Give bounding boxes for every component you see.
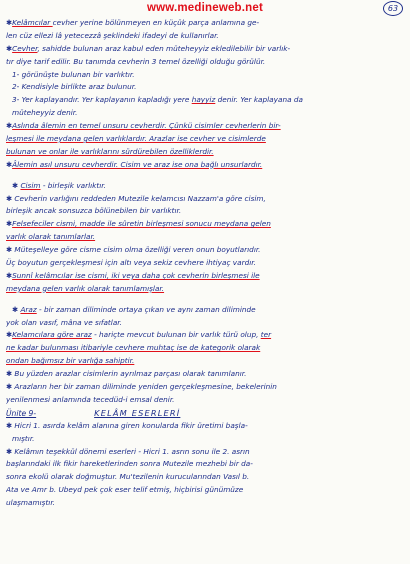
note-line <box>6 56 404 69</box>
note-text: ✱ <box>6 121 13 131</box>
note-text: tır diye tarif edilir. Bu tanımda cevherin 3 temel özelliği olduğu görülür. <box>6 56 266 66</box>
highlighted-text: Cevher <box>12 43 38 53</box>
note-text: ✱ <box>12 180 21 190</box>
note-line <box>6 304 404 317</box>
note-line <box>6 329 404 342</box>
note-text: - birleşik varlıktır. <box>40 180 106 190</box>
line-gap <box>6 296 404 304</box>
section-title: KELÂM ESERLERİ <box>94 407 181 418</box>
highlighted-text: Kelamcılara göre araz <box>12 330 92 340</box>
highlighted-text: ondan bağımsız bir varlığa sahiptir. <box>6 356 135 366</box>
highlighted-text: meydana gelen varlık olarak tanımlamışlar. <box>6 283 165 293</box>
note-text: yok olan vasıf, mâna ve sıfatlar. <box>6 317 122 327</box>
highlighted-text: Sunnî kelâmcılar ise cismi, iki veya daha çok cevherin birleşmesi ile <box>12 270 260 280</box>
highlighted-text: Felsefeciler cismi, madde ile sûretin birleşmesi sonucu meydana gelen <box>12 219 271 229</box>
note-text: müteheyyiz denir. <box>12 108 78 118</box>
note-text: mıştır. <box>12 433 35 443</box>
highlighted-text: Kelâmcılar <box>12 18 53 27</box>
note-line <box>6 244 404 257</box>
line-gap <box>6 172 404 180</box>
note-line <box>6 146 404 159</box>
note-text: len cüz ellezi lâ yetecezzâ şeklindeki ifadeyi de kullanırlar. <box>6 30 219 40</box>
note-line <box>6 433 404 446</box>
highlighted-text: ter <box>260 330 272 340</box>
note-line <box>6 484 404 497</box>
note-text: birleşik ancak sonsuzca bölünebilen bir varlıktır. <box>6 206 182 216</box>
note-text: ✱ <box>6 270 13 280</box>
note-text: - bir zaman diliminde ortaya çıkan ve aynı zaman diliminde <box>36 304 256 314</box>
note-text: ✱ Hicri 1. asırda kelâm alanına giren konularda fikir üretimi başla- <box>6 420 248 430</box>
note-line <box>6 17 404 30</box>
section-heading <box>6 407 404 420</box>
note-text: cevher yerine bölünmeyen en küçük parça anlamına ge- <box>52 18 260 27</box>
note-line <box>6 355 404 368</box>
note-line <box>6 317 404 330</box>
highlighted-text: Araz <box>20 304 37 314</box>
note-text: ulaşmamıştır. <box>6 498 55 508</box>
note-text: ✱ <box>6 43 13 53</box>
note-text: ✱ <box>6 330 13 340</box>
note-text: sonra ekolü olarak doğmuştur. Mu'tezilenin kurucularından Vasıl b. <box>6 472 250 482</box>
highlighted-text: varlık olarak tanımlarlar. <box>6 232 96 242</box>
note-line <box>6 30 404 43</box>
note-text: denir. Yer kaplayana da <box>215 95 303 105</box>
note-line <box>6 394 404 407</box>
note-line <box>6 193 404 206</box>
note-text: ✱ <box>6 18 13 27</box>
note-line <box>6 159 404 172</box>
note-line <box>6 381 404 394</box>
highlighted-text: leşmesi ile meydana gelen varlıklardır. Arazlar ise cevher ve cisimlerde <box>6 134 266 144</box>
note-line <box>6 471 404 484</box>
highlighted-text: Cisim <box>20 180 41 190</box>
note-line <box>6 446 404 459</box>
note-line <box>6 81 404 94</box>
note-line <box>6 342 404 355</box>
note-line <box>6 458 404 471</box>
note-text: - hariçte mevcut bulunan bir varlık türü olup, <box>91 330 261 340</box>
handwritten-notes <box>6 17 404 510</box>
note-line <box>6 218 404 231</box>
highlighted-text: Âlemin asıl unsuru cevherdir. Cisim ve araz ise ona bağlı unsurlardır. <box>12 159 263 169</box>
note-text: , sahidde bulunan araz kabul eden müteheyyiz ekledilebilir bir varlık- <box>37 43 291 53</box>
note-text: ✱ <box>12 304 21 314</box>
unit-label: Ünite 9- <box>6 408 37 418</box>
note-line <box>6 43 404 56</box>
note-line <box>6 497 404 510</box>
note-line <box>6 69 404 82</box>
note-text: ✱ Kelâmın teşekkül dönemi eserleri - Hicri 1. asrın sonu ile 2. asrın <box>6 446 250 456</box>
note-text: 2- Kendisiyle birlikte araz bulunur. <box>12 82 137 92</box>
highlighted-text: Aslında âlemin en temel unsuru cevherdir. Çünkü cisimler cevherlerin bir- <box>12 121 281 131</box>
note-text: 3- Yer kaplayandır. Yer kaplayanın kapladığı yere <box>12 95 192 105</box>
note-line <box>6 270 404 283</box>
note-text: yenilenmesi anlamında tecedüd-i emsal denir. <box>6 394 175 404</box>
note-line <box>6 94 404 107</box>
highlighted-text: ne kadar bulunması itibariyle cevhere muhtaç ise de kategorik olarak <box>6 343 261 353</box>
note-line <box>6 180 404 193</box>
note-text: başlarındaki ilk fikir hareketlerinden sonra Mutezile mezhebi bir da- <box>6 459 253 469</box>
note-line <box>6 107 404 120</box>
note-text: 1- görünüşte bulunan bir varlıktır. <box>12 69 135 79</box>
note-text: Ata ve Amr b. Ubeyd pek çok eser telif etmiş, hiçbirisi günümüze <box>6 485 244 495</box>
note-text: ✱ Arazların her bir zaman diliminde yeniden gerçekleşmesine, bekelerinin <box>6 382 277 392</box>
note-text: ✱ Cevherin varlığını reddeden Mutezile kelamcısı Nazzam'a göre cisim, <box>6 193 266 203</box>
note-text: ✱ <box>6 219 13 229</box>
note-line <box>6 257 404 270</box>
highlighted-text: hayyiz <box>191 95 216 105</box>
note-line <box>6 368 404 381</box>
note-line <box>6 133 404 146</box>
note-line <box>6 231 404 244</box>
note-text: ✱ Müteşelleye göre cisme cisim olma özelliği veren onun boyutlarıdır. <box>6 245 261 255</box>
note-text: ✱ Bu yüzden arazlar cisimlerin ayrılmaz parçası olarak tanımlanır. <box>6 369 247 379</box>
highlighted-text: bulunan ve onlar ile varlıklarını sürdürebilen özelliklerdir. <box>6 146 214 156</box>
note-line <box>6 420 404 433</box>
note-line <box>6 120 404 133</box>
note-text: Üç boyutun gerçekleşmesi için altı veya sekiz cevhere ihtiyaç vardır. <box>6 258 256 268</box>
note-line <box>6 205 404 218</box>
note-line <box>6 283 404 296</box>
page-number: 63 <box>383 1 403 16</box>
note-text: ✱ <box>6 159 13 169</box>
site-watermark: www.medineweb.net <box>146 2 264 14</box>
